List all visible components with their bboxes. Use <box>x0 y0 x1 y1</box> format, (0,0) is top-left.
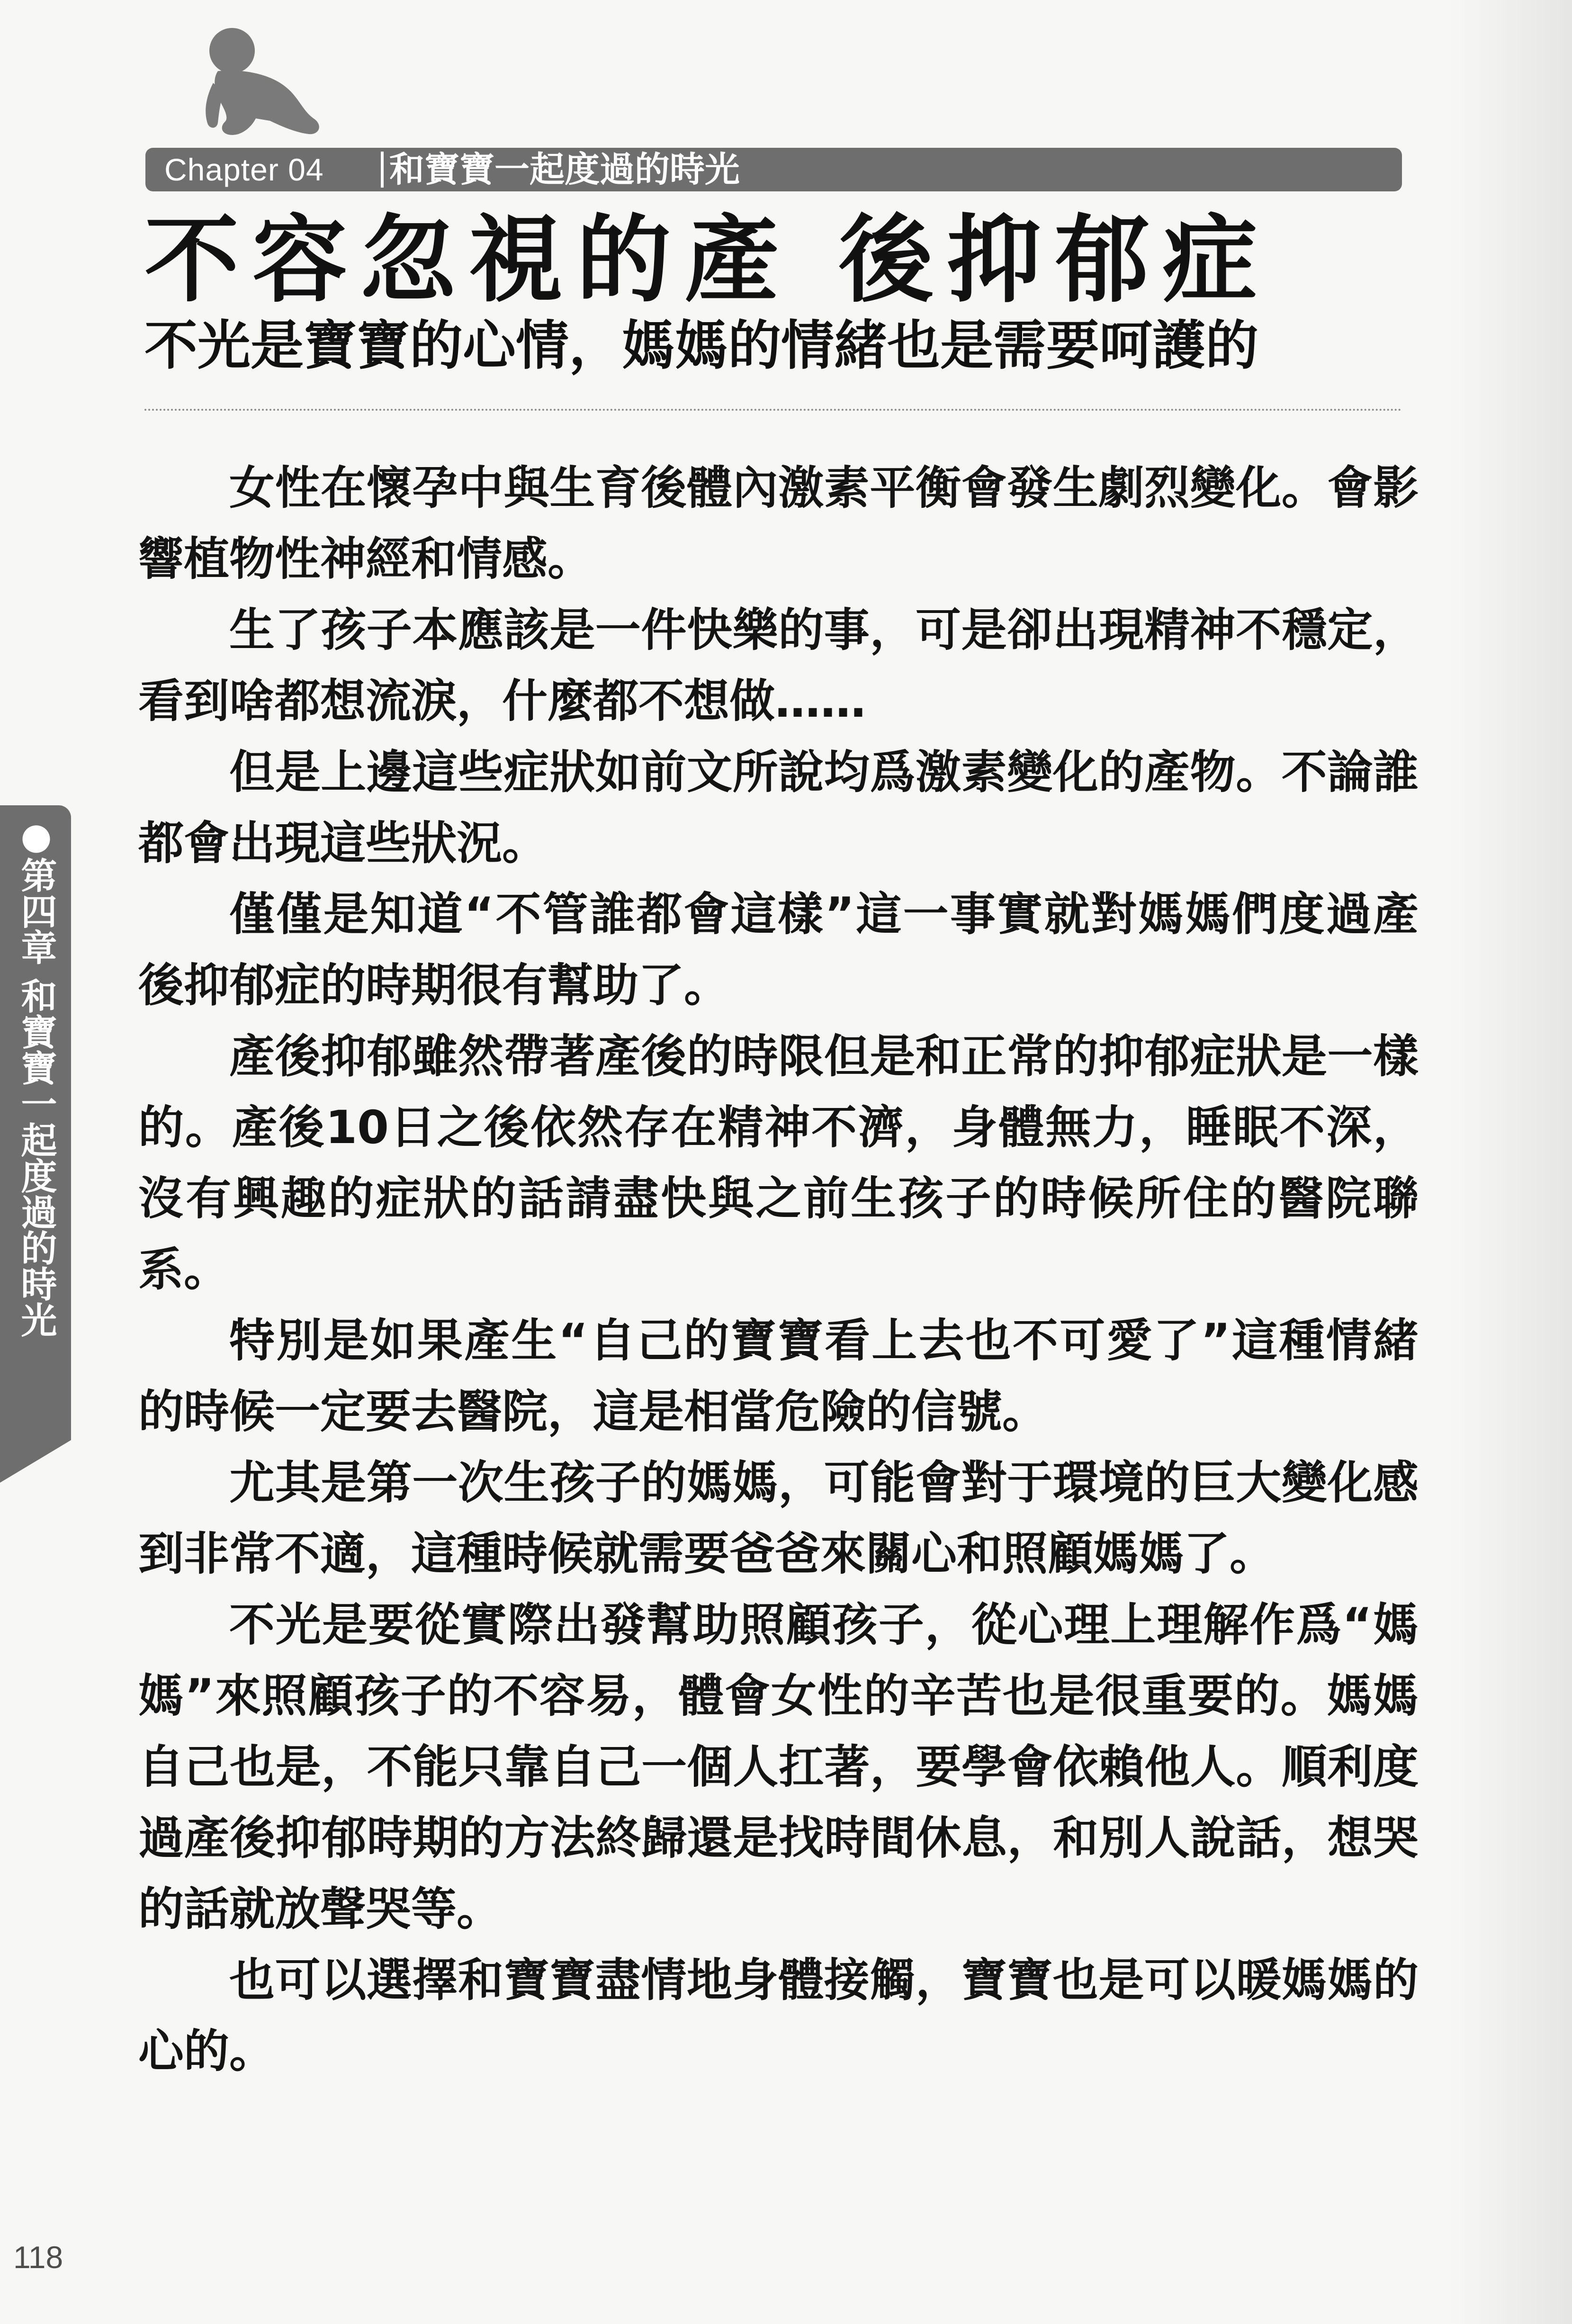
chapter-number: Chapter 04 <box>164 152 324 187</box>
body-paragraph: 僅僅是知道“不管誰都會這樣”這一事實就對媽媽們度過產後抑郁症的時期很有幫助了。 <box>138 888 1419 1012</box>
page-number: 118 <box>13 2240 63 2275</box>
body-paragraph: 不光是要從實際出發幫助照顧孩子，從心理上理解作爲“媽媽”來照顧孩子的不容易，體會女性的辛苦也是很重要的。媽媽自己也是，不能只靠自己一個人扛著，要學會依賴他人。順利度過產後抑郁時期的方法終歸還是找時間休息，和別人說話，想哭的話就放聲哭等。 <box>138 1598 1419 1936</box>
side-tab-label: ●第四章 和寶寶一起度過的時光 <box>15 815 57 1338</box>
page-subtitle: 不光是寶寶的心情，媽媽的情緒也是需要呵護的 <box>144 315 1258 377</box>
crawling-baby-icon <box>185 21 327 144</box>
chapter-side-tab <box>0 805 71 1440</box>
chapter-divider <box>381 152 384 188</box>
article-body <box>138 452 1419 2087</box>
chapter-header-bar <box>145 148 1402 191</box>
body-paragraph: 尤其是第一次生孩子的媽媽，可能會對于環境的巨大變化感到非常不適，這種時候就需要爸爸來關心和照顧媽媽了。 <box>138 1456 1419 1580</box>
body-paragraph: 女性在懷孕中與生育後體內激素平衡會發生劇烈變化。會影響植物性神經和情感。 <box>138 461 1419 586</box>
body-paragraph: 也可以選擇和寶寶盡情地身體接觸，寶寶也是可以暖媽媽的心的。 <box>138 1954 1419 2078</box>
body-paragraph: 特別是如果產生“自己的寶寶看上去也不可愛了”這種情緒的時候一定要去醫院，這是相當危險的信號。 <box>138 1314 1419 1438</box>
title-divider <box>144 409 1402 411</box>
body-paragraph: 產後抑郁雖然帶著產後的時限但是和正常的抑郁症狀是一樣的。產後10日之後依然存在精神不濟，身體無力，睡眠不深，沒有興趣的症狀的話請盡快與之前生孩子的時候所住的醫院聯系。 <box>138 1030 1419 1296</box>
body-paragraph: 生了孩子本應該是一件快樂的事，可是卻出現精神不穩定，看到啥都想流淚，什麼都不想做…… <box>138 604 1419 728</box>
page-edge-shadow <box>1449 0 1572 2324</box>
page-title: 不容忽視的產 後抑郁症 <box>144 205 1271 315</box>
chapter-title: 和寶寶一起度過的時光 <box>389 149 740 190</box>
body-paragraph: 但是上邊這些症狀如前文所說均爲激素變化的產物。不論誰都會出現這些狀況。 <box>138 746 1419 870</box>
